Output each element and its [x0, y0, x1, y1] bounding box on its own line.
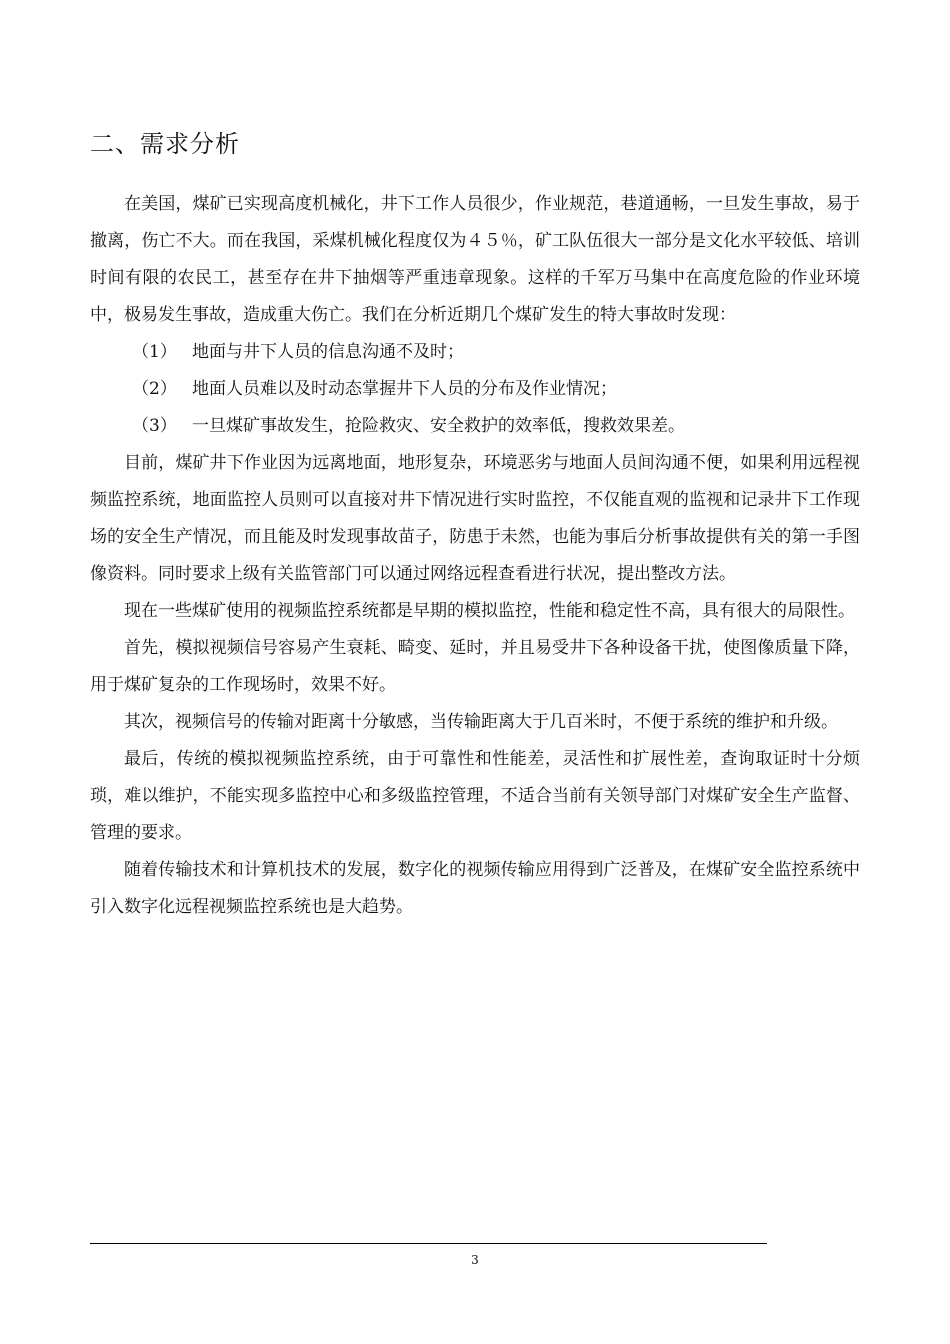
list-item-text: 一旦煤矿事故发生，抢险救灾、安全救护的效率低，搜救效果差。 [192, 416, 685, 436]
page-number: 3 [471, 1253, 479, 1267]
list-item-number: （2） [132, 379, 177, 399]
list-item-text: 地面人员难以及时动态掌握井下人员的分布及作业情况； [192, 379, 617, 399]
document-body [90, 186, 860, 926]
list-item-number: （3） [132, 416, 177, 436]
list-item-2 [90, 371, 860, 408]
paragraph-trend: 随着传输技术和计算机技术的发展，数字化的视频传输应用得到广泛普及，在煤矿安全监控系统中引入数字化远程视频监控系统也是大趋势。 [90, 860, 860, 917]
list-item-3 [90, 408, 860, 445]
paragraph-current-situation: 目前，煤矿井下作业因为远离地面，地形复杂，环境恶劣与地面人员间沟通不便，如果利用远程视频监控系统，地面监控人员则可以直接对井下情况进行实时监控，不仅能直观的监视和记录井下工作现场的安全生产情况，而且能及时发现事故苗子，防患于未然，也能为事后分析事故提供有关的第一手图像资料。同时要求上级有关监管部门可以通过网络远程查看进行状况，提出整改方法。 [90, 453, 860, 584]
paragraph-second: 其次，视频信号的传输对距离十分敏感，当传输距离大于几百米时，不便于系统的维护和升级。 [124, 712, 838, 732]
paragraph-analog-limitations: 现在一些煤矿使用的视频监控系统都是早期的模拟监控，性能和稳定性不高，具有很大的局限性。 [124, 601, 855, 621]
paragraph-intro: 在美国，煤矿已实现高度机械化，井下工作人员很少，作业规范，巷道通畅，一旦发生事故，易于撤离，伤亡不大。而在我国，采煤机械化程度仅为４５％，矿工队伍很大一部分是文化水平较低、培训时间有限的农民工，甚至存在井下抽烟等严重违章现象。这样的千军万马集中在高度危险的作业环境中，极易发生事故，造成重大伤亡。我们在分析近期几个煤矿发生的特大事故时发现： [90, 194, 860, 325]
list-item-text: 地面与井下人员的信息沟通不及时； [192, 342, 464, 362]
list-item-number: （1） [132, 342, 177, 362]
paragraph-finally: 最后，传统的模拟视频监控系统，由于可靠性和性能差，灵活性和扩展性差，查询取证时十分烦琐，难以维护，不能实现多监控中心和多级监控管理，不适合当前有关领导部门对煤矿安全生产监督、管理的要求。 [90, 749, 860, 843]
section-heading: 二、需求分析 [90, 130, 240, 158]
list-item-1 [90, 334, 860, 371]
paragraph-first: 首先，模拟视频信号容易产生衰耗、畸变、延时，并且易受井下各种设备干扰，使图像质量下降，用于煤矿复杂的工作现场时，效果不好。 [90, 638, 860, 695]
footer-divider [90, 1243, 767, 1244]
